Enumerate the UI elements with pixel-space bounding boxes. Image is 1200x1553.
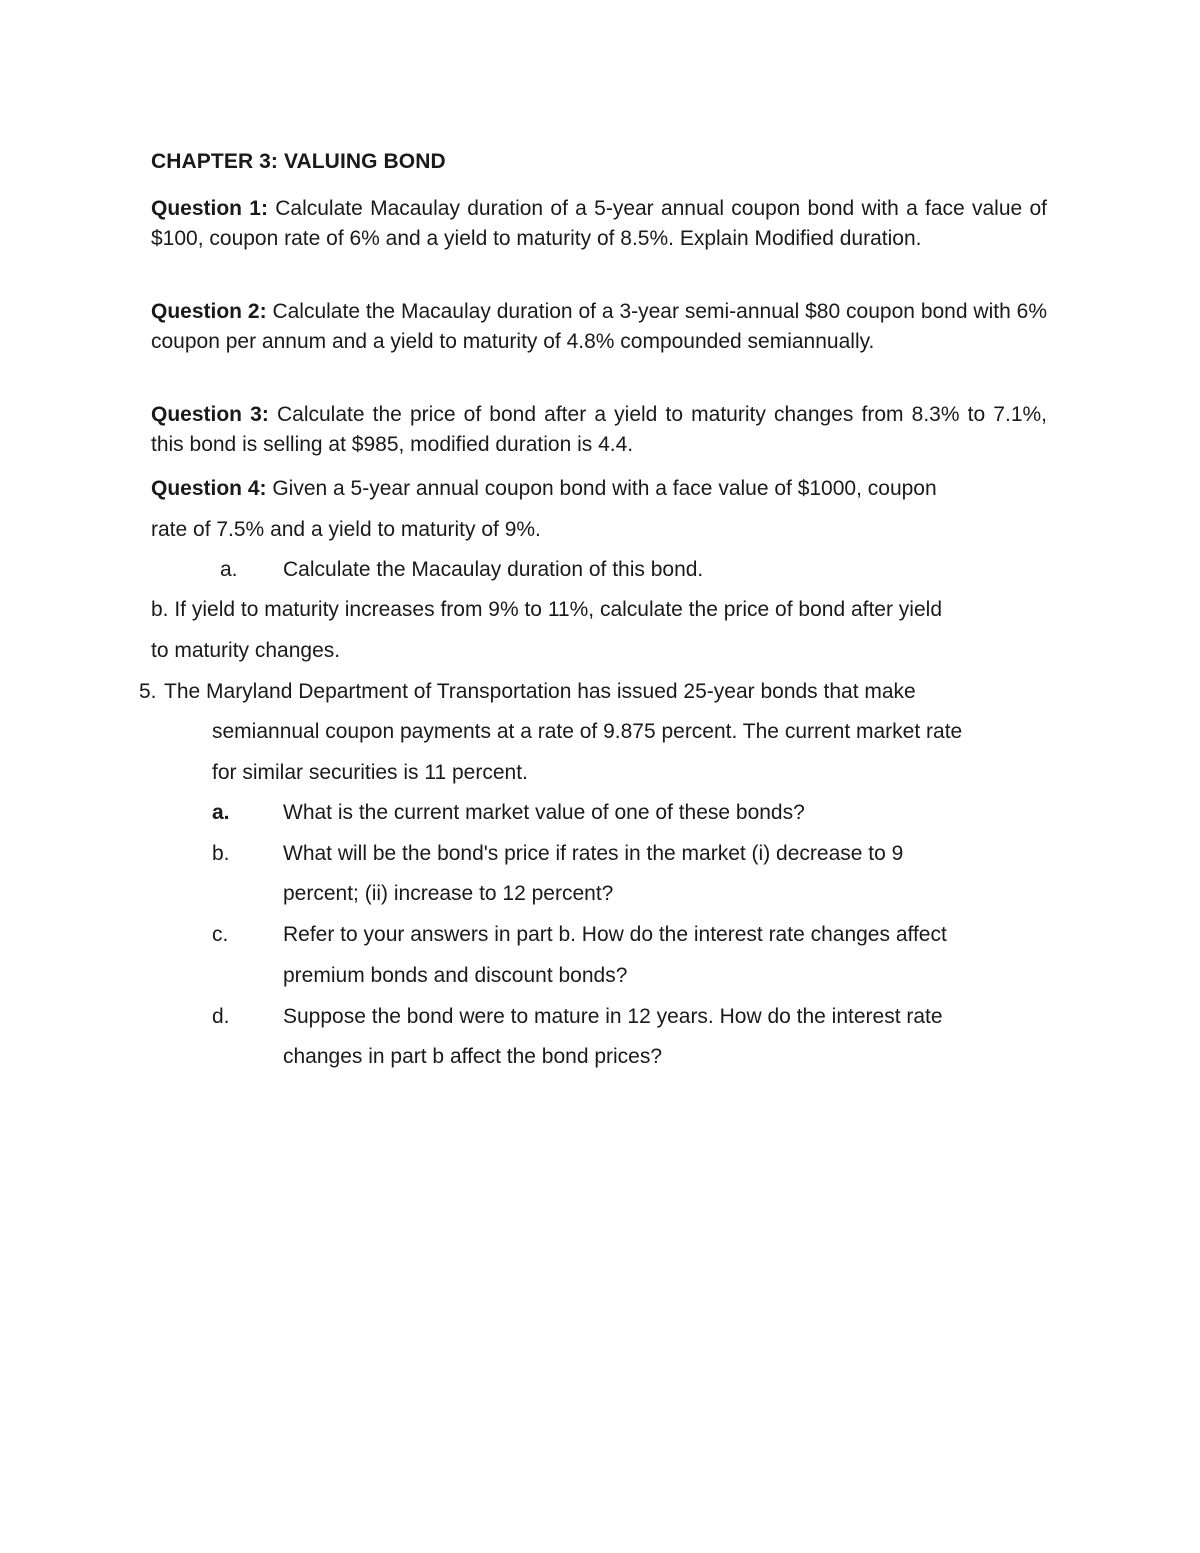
question-5-b-line-2: percent; (ii) increase to 12 percent? bbox=[283, 882, 614, 905]
question-5-line-3: for similar securities is 11 percent. bbox=[212, 761, 528, 784]
question-1-text: Calculate Macaulay duration of a 5-year annual coupon bond with a face value of $100, coupon rate of 6% and a yield to maturity of 8.5%. Explain Modified duration. bbox=[151, 197, 1048, 250]
question-5-d-line-2: changes in part b affect the bond prices? bbox=[283, 1045, 663, 1068]
chapter-title: CHAPTER 3: VALUING BOND bbox=[151, 150, 446, 173]
question-1 bbox=[151, 194, 1047, 253]
question-5-a-label: a. bbox=[212, 801, 230, 824]
question-5-line-1: The Maryland Department of Transportation has issued 25-year bonds that make bbox=[164, 680, 916, 703]
question-5-c-label: c. bbox=[212, 923, 229, 946]
question-1-label: Question 1: bbox=[151, 197, 268, 220]
question-5-line-2: semiannual coupon payments at a rate of 9.875 percent. The current market rate bbox=[212, 720, 963, 743]
question-5-d-label: d. bbox=[212, 1005, 230, 1028]
question-4-line-1 bbox=[151, 477, 937, 501]
question-3-text: Calculate the price of bond after a yield to maturity changes from 8.3% to 7.1%, this bond is selling at $985, modified duration is 4.4. bbox=[151, 403, 1048, 456]
question-5-c-line-2: premium bonds and discount bonds? bbox=[283, 964, 628, 987]
question-2 bbox=[151, 297, 1047, 356]
question-5-a-text: What is the current market value of one of these bonds? bbox=[283, 801, 805, 824]
question-4-b-line-1: b. If yield to maturity increases from 9% to 11%, calculate the price of bond after yield bbox=[151, 598, 942, 621]
question-5-b-line-1: What will be the bond's price if rates in the market (i) decrease to 9 bbox=[283, 842, 904, 865]
question-5-b-label: b. bbox=[212, 842, 230, 865]
question-5-c-line-1: Refer to your answers in part b. How do the interest rate changes affect bbox=[283, 923, 947, 946]
question-4-a-label: a. bbox=[220, 558, 238, 581]
question-4-line-2: rate of 7.5% and a yield to maturity of 9%. bbox=[151, 518, 541, 541]
question-5-d-line-1: Suppose the bond were to mature in 12 years. How do the interest rate bbox=[283, 1005, 943, 1028]
question-4-a-text: Calculate the Macaulay duration of this bond. bbox=[283, 558, 704, 581]
question-2-label: Question 2: bbox=[151, 300, 267, 323]
question-4-text: Given a 5-year annual coupon bond with a face value of $1000, coupon bbox=[266, 477, 937, 500]
question-3-label: Question 3: bbox=[151, 403, 269, 426]
question-4-b-line-2: to maturity changes. bbox=[151, 639, 341, 662]
question-3 bbox=[151, 400, 1047, 459]
question-5-number: 5. bbox=[139, 680, 157, 703]
question-4-label: Question 4: bbox=[151, 477, 267, 500]
question-2-text: Calculate the Macaulay duration of a 3-year semi-annual $80 coupon bond with 6% coupon per annum and a yield to maturity of 4.8% compounded semiannually. bbox=[151, 300, 1047, 353]
